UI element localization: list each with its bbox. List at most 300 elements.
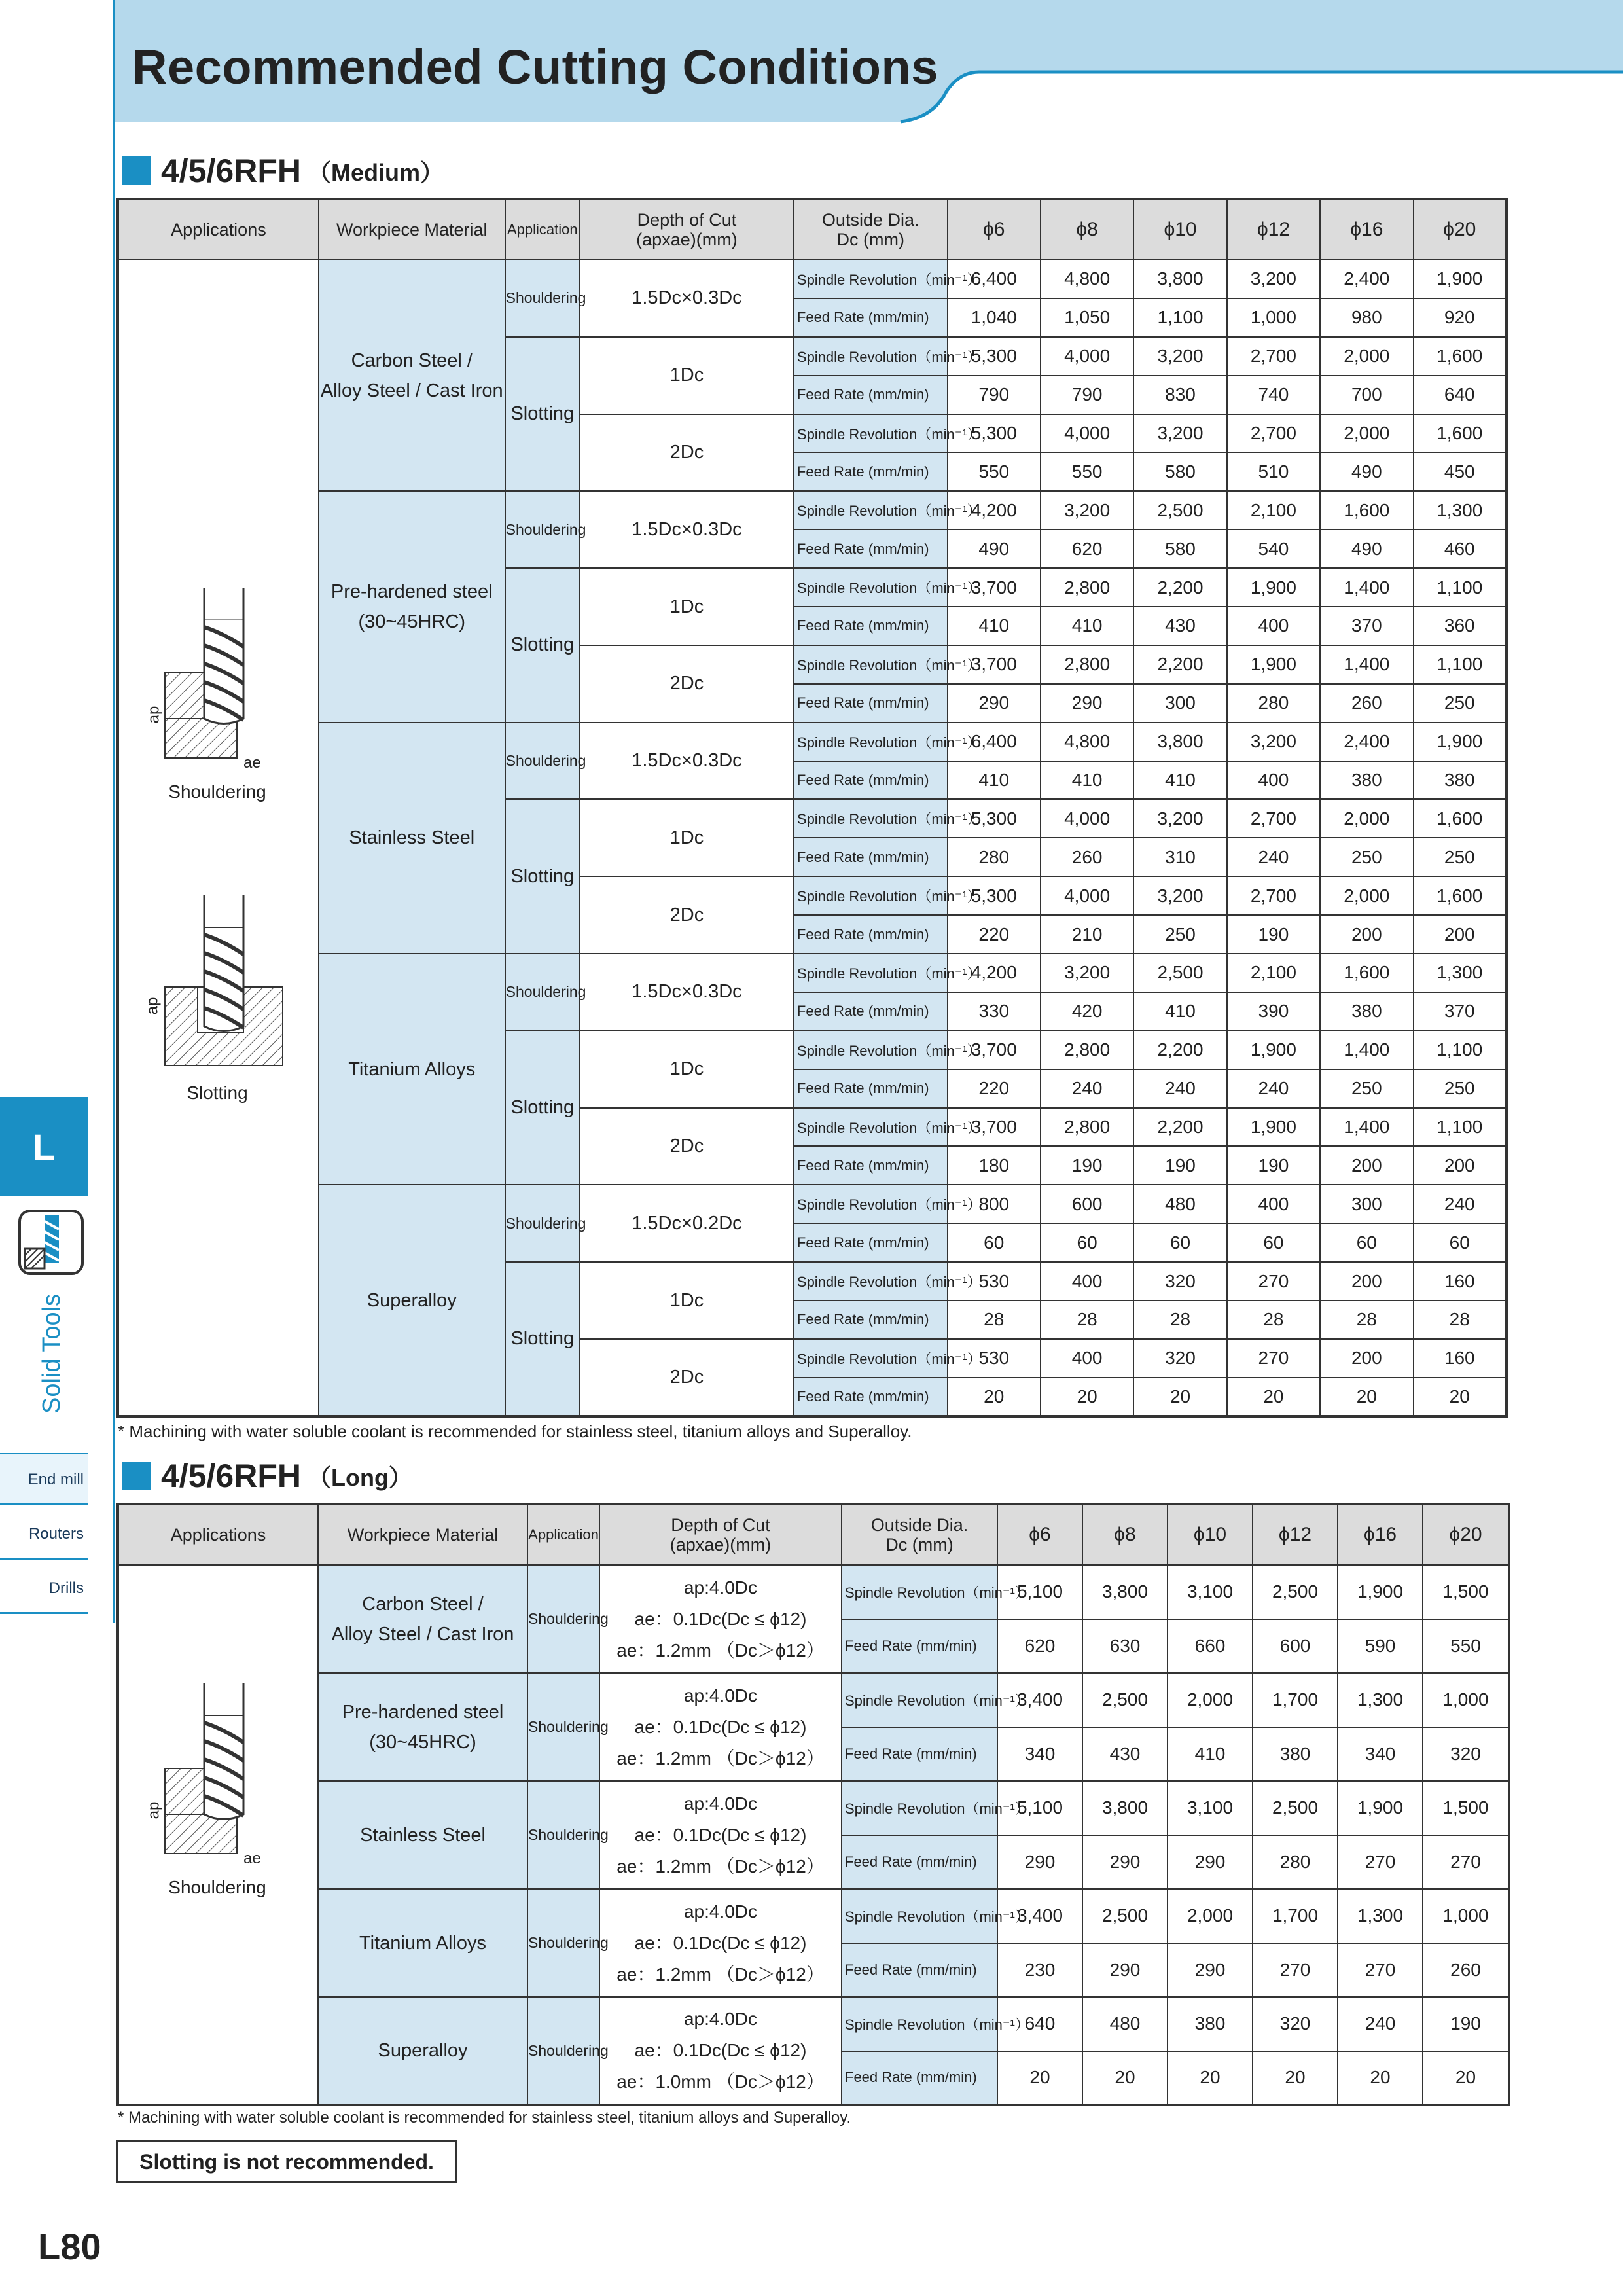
dia-header: ϕ12 (1227, 199, 1320, 260)
feed-value: 260 (1423, 1943, 1509, 1998)
material-name: Carbon Steel / (351, 350, 473, 371)
dia-header: ϕ20 (1423, 1504, 1509, 1565)
feed-value: 270 (1253, 1943, 1338, 1998)
feed-label: Feed Rate (mm/min) (794, 452, 948, 491)
feed-value: 1,000 (1227, 298, 1320, 337)
col-application: Application (505, 199, 580, 260)
depth-cell: 1Dc (580, 337, 794, 414)
feed-value: 20 (1168, 2051, 1253, 2106)
depth-cell: 1Dc (580, 568, 794, 645)
feed-label: Feed Rate (mm/min) (794, 1223, 948, 1262)
spindle-value: 2,400 (1320, 260, 1413, 298)
table-row (118, 1565, 1509, 1619)
feed-value: 830 (1133, 376, 1226, 414)
dia-header: ϕ16 (1338, 1504, 1423, 1565)
feed-label: Feed Rate (mm/min) (794, 992, 948, 1031)
depth-cell (599, 1997, 842, 2105)
depth-cell: 2Dc (580, 876, 794, 954)
feed-value: 60 (1041, 1223, 1133, 1262)
depth-cell: 1.5Dc×0.3Dc (580, 260, 794, 337)
feed-value: 28 (1041, 1300, 1133, 1339)
feed-value: 60 (948, 1223, 1041, 1262)
feed-value: 620 (1041, 529, 1133, 568)
spindle-value: 2,800 (1041, 1108, 1133, 1147)
material-name: Pre-hardened steel (342, 1701, 504, 1723)
feed-value: 190 (1227, 1146, 1320, 1185)
spindle-value: 3,200 (1227, 723, 1320, 761)
depth-cell: 2Dc (580, 1339, 794, 1416)
spindle-label: Spindle Revolution（min⁻¹） (842, 1565, 997, 1619)
illustration-cell (118, 260, 319, 1416)
material-name: Pre-hardened steel (330, 581, 493, 603)
feed-value: 370 (1414, 992, 1507, 1031)
table-row (118, 1997, 1509, 2051)
feed-value: 380 (1320, 761, 1413, 800)
feed-value: 1,040 (948, 298, 1041, 337)
material-name: Superalloy (378, 2040, 468, 2061)
spindle-value: 2,700 (1227, 414, 1320, 453)
feed-value: 250 (1414, 838, 1507, 876)
feed-value: 580 (1133, 529, 1226, 568)
application-cell: Slotting (505, 1031, 580, 1185)
spindle-value: 640 (997, 1997, 1082, 2051)
depth-cell: 2Dc (580, 414, 794, 492)
spindle-value: 4,800 (1041, 260, 1133, 298)
feed-value: 200 (1414, 1146, 1507, 1185)
medium-conditions-table (116, 198, 1508, 1418)
spindle-value: 3,200 (1133, 414, 1226, 453)
application-cell: Shouldering (505, 723, 580, 800)
spindle-label: Spindle Revolution（min⁻¹） (842, 1997, 997, 2051)
spindle-value: 3,800 (1082, 1781, 1168, 1835)
spindle-label: Spindle Revolution（min⁻¹） (794, 568, 948, 607)
spindle-value: 2,500 (1253, 1565, 1338, 1619)
spindle-value: 2,800 (1041, 645, 1133, 684)
spindle-label: Spindle Revolution（min⁻¹） (794, 645, 948, 684)
spindle-value: 1,400 (1320, 1031, 1413, 1069)
spindle-value: 240 (1338, 1997, 1423, 2051)
page-title: Recommended Cutting Conditions (132, 40, 938, 94)
medium-title: 4/5/6RFH (161, 152, 301, 189)
depth-line: ae：0.1Dc(Dc ≤ ϕ12) (634, 1716, 807, 1737)
spindle-value: 4,200 (948, 491, 1041, 529)
spindle-value: 2,200 (1133, 1031, 1226, 1069)
feed-value: 550 (1041, 452, 1133, 491)
feed-value: 290 (1041, 684, 1133, 723)
depth-line: ae：0.1Dc(Dc ≤ ϕ12) (634, 2040, 807, 2060)
spindle-label: Spindle Revolution（min⁻¹） (794, 1185, 948, 1223)
feed-value: 290 (1168, 1835, 1253, 1890)
application-cell: Shouldering (527, 1565, 599, 1673)
spindle-value: 200 (1320, 1262, 1413, 1300)
dia-header: ϕ8 (1041, 199, 1133, 260)
dia-header-unit: Dc (mm) (885, 1535, 954, 1554)
sidebar-rule (113, 0, 115, 1623)
depth-cell: 1.5Dc×0.3Dc (580, 491, 794, 568)
spindle-value: 3,800 (1133, 260, 1226, 298)
feed-value: 390 (1227, 992, 1320, 1031)
dia-header: ϕ20 (1414, 199, 1507, 260)
spindle-label: Spindle Revolution（min⁻¹） (794, 1031, 948, 1069)
material-name: Carbon Steel / (362, 1593, 484, 1615)
long-subtitle: （Long） (307, 1463, 412, 1491)
dia-header: ϕ16 (1320, 199, 1413, 260)
spindle-value: 3,100 (1168, 1565, 1253, 1619)
feed-value: 210 (1041, 915, 1133, 954)
slotting-illustration (139, 889, 309, 1124)
dia-header: ϕ6 (997, 1504, 1082, 1565)
spindle-value: 1,900 (1227, 1031, 1320, 1069)
spindle-value: 2,500 (1253, 1781, 1338, 1835)
application-cell: Shouldering (505, 1185, 580, 1262)
depth-cell: 2Dc (580, 645, 794, 723)
table-row (118, 1889, 1509, 1943)
material-cell (319, 491, 505, 722)
spindle-value: 1,900 (1414, 723, 1507, 761)
depth-cell: 1.5Dc×0.3Dc (580, 954, 794, 1031)
spindle-value: 400 (1041, 1339, 1133, 1378)
table-row (118, 954, 1507, 992)
spindle-label: Spindle Revolution（min⁻¹） (794, 414, 948, 453)
feed-label: Feed Rate (mm/min) (842, 1835, 997, 1890)
feed-label: Feed Rate (mm/min) (794, 376, 948, 414)
feed-value: 20 (948, 1378, 1041, 1416)
material-cell (318, 1673, 527, 1781)
spindle-value: 1,400 (1320, 645, 1413, 684)
dia-header-unit: Dc (mm) (836, 230, 904, 249)
shouldering-caption: Shouldering (168, 781, 266, 802)
feed-value: 540 (1227, 529, 1320, 568)
spindle-value: 530 (948, 1262, 1041, 1300)
spindle-value: 1,100 (1414, 645, 1507, 684)
feed-value: 270 (1338, 1943, 1423, 1998)
feed-value: 380 (1253, 1727, 1338, 1782)
depth-line: ae：0.1Dc(Dc ≤ ϕ12) (634, 1824, 807, 1845)
spindle-label: Spindle Revolution（min⁻¹） (794, 337, 948, 376)
feed-value: 410 (1041, 607, 1133, 645)
depth-header-line: Depth of Cut (637, 210, 737, 230)
feed-value: 280 (1227, 684, 1320, 723)
feed-value: 28 (1133, 1300, 1226, 1339)
material-cell (318, 1565, 527, 1673)
spindle-value: 2,200 (1133, 1108, 1226, 1147)
dia-header: ϕ10 (1168, 1504, 1253, 1565)
feed-value: 320 (1423, 1727, 1509, 1782)
long-section-heading (122, 1457, 412, 1495)
feed-value: 260 (1041, 838, 1133, 876)
spindle-value: 3,200 (1041, 491, 1133, 529)
illustration-cell (118, 1565, 318, 2105)
feed-value: 410 (948, 761, 1041, 800)
feed-value: 290 (1082, 1943, 1168, 1998)
application-cell: Shouldering (527, 1889, 599, 1997)
spindle-value: 4,000 (1041, 414, 1133, 453)
spindle-value: 6,400 (948, 723, 1041, 761)
depth-cell: 1Dc (580, 1262, 794, 1339)
feed-value: 28 (948, 1300, 1041, 1339)
feed-value: 300 (1133, 684, 1226, 723)
shouldering-illustration (139, 1677, 309, 1912)
depth-line: ae：1.2mm （Dc＞ϕ12） (616, 1640, 825, 1660)
feed-value: 290 (1082, 1835, 1168, 1890)
spindle-value: 400 (1227, 1185, 1320, 1223)
depth-header-unit: (apxae)(mm) (669, 1535, 772, 1554)
feed-value: 220 (948, 1069, 1041, 1108)
table-row (118, 723, 1507, 761)
feed-value: 270 (1338, 1835, 1423, 1890)
spindle-value: 2,700 (1227, 876, 1320, 915)
application-cell: Shouldering (505, 260, 580, 337)
spindle-value: 1,600 (1320, 954, 1413, 992)
spindle-value: 3,700 (948, 1108, 1041, 1147)
dia-header-line: Outside Dia. (870, 1515, 969, 1535)
medium-subtitle: （Medium） (307, 158, 444, 186)
spindle-value: 6,400 (948, 260, 1041, 298)
spindle-value: 1,100 (1414, 1031, 1507, 1069)
heading-marker (122, 156, 151, 185)
feed-value: 700 (1320, 376, 1413, 414)
feed-value: 410 (1168, 1727, 1253, 1782)
spindle-value: 320 (1253, 1997, 1338, 2051)
spindle-value: 2,800 (1041, 568, 1133, 607)
depth-line: ae：0.1Dc(Dc ≤ ϕ12) (634, 1932, 807, 1953)
application-cell: Slotting (505, 1262, 580, 1416)
ap-label: ap (145, 1801, 163, 1820)
col-application: Application (527, 1504, 599, 1565)
feed-label: Feed Rate (mm/min) (794, 838, 948, 876)
spindle-value: 4,800 (1041, 723, 1133, 761)
feed-value: 250 (1414, 684, 1507, 723)
feed-value: 1,100 (1133, 298, 1226, 337)
feed-value: 20 (1041, 1378, 1133, 1416)
spindle-value: 2,100 (1227, 954, 1320, 992)
spindle-value: 1,100 (1414, 568, 1507, 607)
spindle-value: 190 (1423, 1997, 1509, 2051)
material-name-sub: Alloy Steel / Cast Iron (320, 380, 503, 401)
application-cell: Slotting (505, 799, 580, 954)
spindle-value: 4,200 (948, 954, 1041, 992)
feed-value: 410 (1041, 761, 1133, 800)
depth-line: ap:4.0Dc (683, 1685, 758, 1706)
feed-value: 280 (948, 838, 1041, 876)
feed-value: 490 (1320, 529, 1413, 568)
feed-value: 200 (1320, 1146, 1413, 1185)
spindle-value: 1,900 (1338, 1781, 1423, 1835)
sidebar-item-drills[interactable]: Drills (0, 1563, 88, 1614)
spindle-value: 3,200 (1227, 260, 1320, 298)
depth-line: ae：1.2mm （Dc＞ϕ12） (616, 1748, 825, 1768)
spindle-value: 2,500 (1133, 491, 1226, 529)
spindle-value: 2,200 (1133, 568, 1226, 607)
feed-label: Feed Rate (mm/min) (794, 298, 948, 337)
feed-value: 240 (1227, 838, 1320, 876)
page-number: L80 (38, 2226, 101, 2267)
shouldering-caption: Shouldering (168, 1877, 266, 1897)
feed-value: 20 (1414, 1378, 1507, 1416)
feed-value: 370 (1320, 607, 1413, 645)
feed-value: 410 (1133, 761, 1226, 800)
feed-label: Feed Rate (mm/min) (794, 1300, 948, 1339)
spindle-label: Spindle Revolution（min⁻¹） (794, 876, 948, 915)
feed-value: 1,050 (1041, 298, 1133, 337)
spindle-value: 2,500 (1082, 1673, 1168, 1727)
application-cell: Shouldering (505, 491, 580, 568)
table-row (118, 1673, 1509, 1727)
feed-value: 250 (1414, 1069, 1507, 1108)
feed-value: 460 (1414, 529, 1507, 568)
col-outside-dia (794, 199, 948, 260)
depth-cell (599, 1781, 842, 1889)
feed-value: 250 (1133, 915, 1226, 954)
feed-label: Feed Rate (mm/min) (842, 1727, 997, 1782)
spindle-value: 3,700 (948, 568, 1041, 607)
spindle-value: 1,900 (1227, 645, 1320, 684)
ap-label: ap (143, 997, 162, 1015)
medium-section-heading (122, 152, 444, 190)
shouldering-illustration (139, 581, 309, 817)
feed-value: 630 (1082, 1619, 1168, 1674)
dia-header-line: Outside Dia. (821, 210, 919, 230)
feed-value: 640 (1414, 376, 1507, 414)
slotting-caption: Slotting (187, 1083, 248, 1103)
spindle-value: 1,600 (1414, 799, 1507, 838)
feed-value: 250 (1320, 838, 1413, 876)
feed-value: 620 (997, 1619, 1082, 1674)
feed-value: 430 (1082, 1727, 1168, 1782)
dia-header: ϕ12 (1253, 1504, 1338, 1565)
table-row (118, 260, 1507, 298)
feed-label: Feed Rate (mm/min) (794, 529, 948, 568)
feed-value: 190 (1227, 915, 1320, 954)
spindle-value: 5,300 (948, 414, 1041, 453)
feed-value: 240 (1133, 1069, 1226, 1108)
depth-cell: 1.5Dc×0.3Dc (580, 723, 794, 800)
feed-value: 410 (948, 607, 1041, 645)
application-cell: Slotting (505, 568, 580, 723)
feed-value: 550 (948, 452, 1041, 491)
spindle-value: 2,000 (1168, 1889, 1253, 1943)
spindle-label: Spindle Revolution（min⁻¹） (794, 1339, 948, 1378)
feed-value: 60 (1227, 1223, 1320, 1262)
depth-line: ap:4.0Dc (683, 1577, 758, 1598)
material-name: Titanium Alloys (359, 1932, 486, 1954)
material-name-sub: Alloy Steel / Cast Iron (331, 1623, 514, 1645)
depth-cell (599, 1565, 842, 1673)
feed-label: Feed Rate (mm/min) (842, 1619, 997, 1674)
feed-value: 60 (1320, 1223, 1413, 1262)
dia-header: ϕ6 (948, 199, 1041, 260)
application-cell: Shouldering (527, 1673, 599, 1781)
spindle-value: 1,900 (1227, 1108, 1320, 1147)
spindle-value: 380 (1168, 1997, 1253, 2051)
feed-value: 230 (997, 1943, 1082, 1998)
material-name-sub: (30~45HRC) (358, 611, 466, 633)
feed-value: 410 (1133, 992, 1226, 1031)
material-cell (318, 1889, 527, 1997)
sidebar-item-end-mill[interactable]: End mill (0, 1454, 88, 1505)
spindle-value: 2,000 (1168, 1673, 1253, 1727)
spindle-label: Spindle Revolution（min⁻¹） (842, 1781, 997, 1835)
spindle-value: 2,500 (1133, 954, 1226, 992)
spindle-value: 1,100 (1414, 1108, 1507, 1147)
col-applications: Applications (118, 1504, 318, 1565)
feed-value: 240 (1041, 1069, 1133, 1108)
spindle-value: 3,800 (1133, 723, 1226, 761)
spindle-value: 4,000 (1041, 876, 1133, 915)
feed-value: 200 (1320, 915, 1413, 954)
feed-value: 740 (1227, 376, 1320, 414)
spindle-value: 3,200 (1133, 876, 1226, 915)
feed-value: 600 (1253, 1619, 1338, 1674)
feed-value: 430 (1133, 607, 1226, 645)
application-cell: Slotting (505, 337, 580, 492)
spindle-value: 1,000 (1423, 1673, 1509, 1727)
spindle-value: 1,300 (1414, 954, 1507, 992)
col-material: Workpiece Material (318, 1504, 527, 1565)
long-coolant-note: * Machining with water soluble coolant is recommended for stainless steel, titanium alloys and Superalloy. (118, 2109, 851, 2126)
section-tab[interactable]: L (0, 1097, 88, 1196)
feed-value: 280 (1253, 1835, 1338, 1890)
endmill-icon (18, 1210, 84, 1275)
spindle-value: 2,500 (1082, 1889, 1168, 1943)
feed-value: 200 (1414, 915, 1507, 954)
sidebar-item-routers[interactable]: Routers (0, 1509, 88, 1560)
table-row (118, 1185, 1507, 1223)
spindle-value: 1,600 (1414, 414, 1507, 453)
spindle-label: Spindle Revolution（min⁻¹） (842, 1889, 997, 1943)
feed-value: 980 (1320, 298, 1413, 337)
spindle-value: 5,300 (948, 876, 1041, 915)
spindle-value: 2,700 (1227, 799, 1320, 838)
depth-header-unit: (apxae)(mm) (636, 230, 738, 249)
spindle-value: 3,700 (948, 645, 1041, 684)
feed-label: Feed Rate (mm/min) (794, 915, 948, 954)
feed-value: 380 (1414, 761, 1507, 800)
spindle-value: 800 (948, 1185, 1041, 1223)
feed-value: 920 (1414, 298, 1507, 337)
depth-header-line: Depth of Cut (671, 1515, 770, 1535)
header-row (118, 1504, 1509, 1565)
feed-value: 20 (1320, 1378, 1413, 1416)
depth-line: ae：0.1Dc(Dc ≤ ϕ12) (634, 1608, 807, 1629)
spindle-value: 320 (1133, 1339, 1226, 1378)
feed-label: Feed Rate (mm/min) (794, 1378, 948, 1416)
spindle-value: 240 (1414, 1185, 1507, 1223)
feed-value: 20 (1227, 1378, 1320, 1416)
feed-value: 20 (1423, 2051, 1509, 2106)
feed-value: 580 (1133, 452, 1226, 491)
depth-line: ae：1.2mm （Dc＞ϕ12） (616, 1856, 825, 1876)
spindle-value: 1,400 (1320, 568, 1413, 607)
feed-value: 380 (1320, 992, 1413, 1031)
material-name: Superalloy (366, 1289, 457, 1311)
spindle-value: 4,000 (1041, 337, 1133, 376)
spindle-value: 5,300 (948, 337, 1041, 376)
depth-cell (599, 1889, 842, 1997)
slotting-warning: Slotting is not recommended. (116, 2140, 457, 2183)
spindle-value: 3,100 (1168, 1781, 1253, 1835)
feed-value: 790 (1041, 376, 1133, 414)
spindle-value: 3,200 (1133, 799, 1226, 838)
spindle-label: Spindle Revolution（min⁻¹） (794, 1262, 948, 1300)
col-depth (599, 1504, 842, 1565)
feed-label: Feed Rate (mm/min) (794, 684, 948, 723)
spindle-value: 270 (1227, 1339, 1320, 1378)
feed-value: 240 (1227, 1069, 1320, 1108)
spindle-value: 1,900 (1338, 1565, 1423, 1619)
feed-value: 260 (1320, 684, 1413, 723)
spindle-value: 1,300 (1338, 1673, 1423, 1727)
